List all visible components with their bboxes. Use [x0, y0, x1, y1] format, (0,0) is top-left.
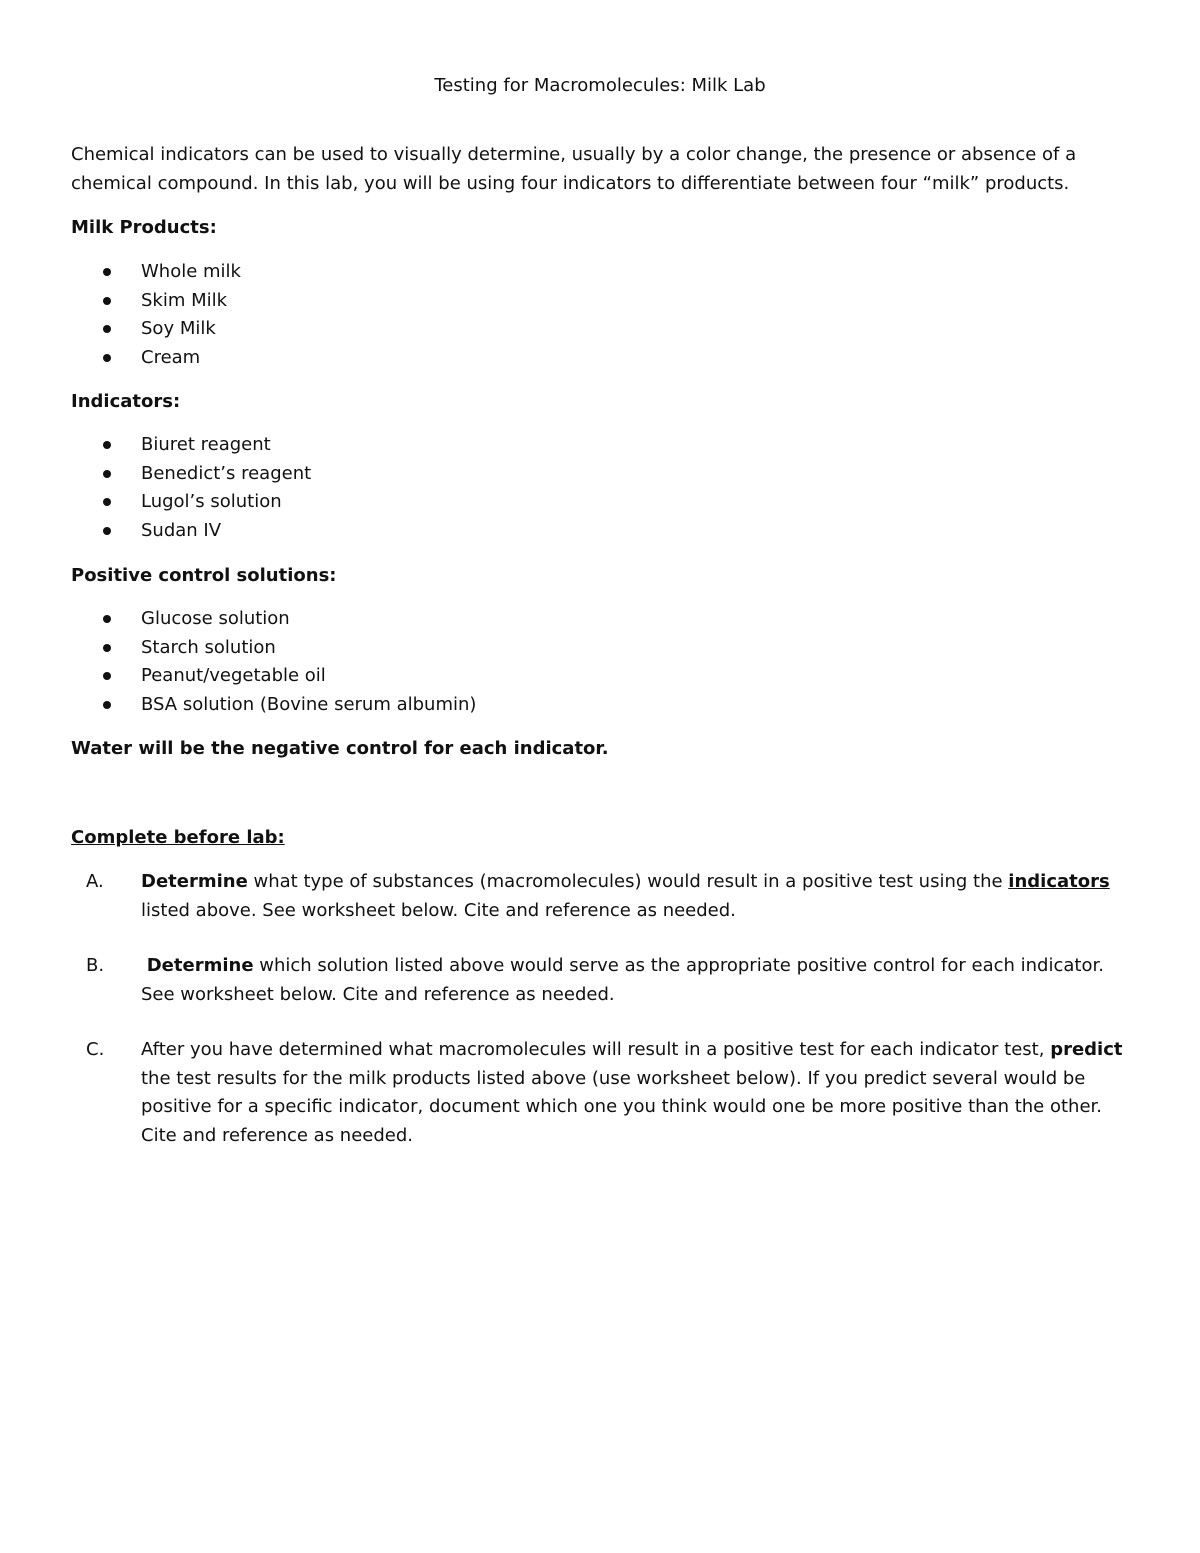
intro-paragraph: Chemical indicators can be used to visually determine, usually by a color change, the presence or absence of a chemical compound. In this lab, you will be using four indicators to differentiate between four “milk” products.: [71, 144, 1077, 194]
step-text: Determine which solution listed above would serve as the appropriate positive control for each indicator. See worksheet below. Cite and reference as needed.: [141, 955, 1104, 1005]
step-a: [0, 868, 1200, 925]
document-title: Testing for Macromolecules: Milk Lab: [434, 75, 766, 96]
negative-control-note: Water will be the negative control for each indicator.: [71, 738, 609, 759]
bullet-icon: [103, 297, 111, 305]
bullet-icon: [103, 441, 111, 449]
step-b: [0, 952, 1200, 1009]
bullet-icon: [103, 470, 111, 478]
bullet-icon: [103, 498, 111, 506]
complete-before-lab-heading: Complete before lab:: [71, 827, 285, 848]
step-letter: A.: [86, 871, 104, 892]
bullet-icon: [103, 672, 111, 680]
positive-controls-heading: Positive control solutions:: [71, 565, 337, 586]
steps-list: [0, 868, 1200, 1177]
bullet-icon: [103, 615, 111, 623]
bullet-icon: [103, 354, 111, 362]
bullet-icon: [103, 644, 111, 652]
bullet-icon: [103, 701, 111, 709]
step-text: After you have determined what macromolecules will result in a positive test for each indicator test, predict the test results for the milk products listed above (use worksheet below). If you predict several would be positive for a specific indicator, document which one you think would one be more positive than the other. Cite and reference as needed.: [141, 1039, 1123, 1146]
bullet-icon: [103, 268, 111, 276]
indicators-heading: Indicators:: [71, 391, 181, 412]
step-text: Determine what type of substances (macromolecules) would result in a positive test using the indicators listed above. See worksheet below. Cite and reference as needed.: [141, 871, 1110, 921]
document-page: Testing for Macromolecules: Milk Lab Chemical indicators can be used to visually determine, usually by a color change, the presence or absence of a chemical compound. In this lab, you will be using four indicators to differentiate between four “milk” products. Milk Products: Whole milk Skim Milk Soy Milk Cream Indicators: Biuret reagent Benedict’s reagent Lugol’s solution Sudan IV Positive control solutions: Glucose solution Starch solution Peanut/vegetable oil BSA solution (Bovine serum albumin) Water will be the negative control for each indicator. Complete before lab: A. Determine what type of substances (macromolecules) would result in a positive test using the indicators listed above. See worksheet below. Cite and reference as needed. B. Determine which solution listed above would serve as the appropriate positive control for each indicator. See worksheet below. Cite and reference as needed. C. After you have determined what macromolecules will result in a positive test for each indicator test, predict the test results for the milk products listed above (use worksheet below). If you predict several would be positive for a specific indicator, document which one you think would one be more positive than the other. Cite and reference as needed.: [0, 0, 1200, 1553]
step-letter: B.: [86, 955, 105, 976]
milk-products-heading: Milk Products:: [71, 217, 217, 238]
step-c: [0, 1036, 1200, 1150]
bullet-icon: [103, 325, 111, 333]
bullet-icon: [103, 527, 111, 535]
step-letter: C.: [86, 1039, 105, 1060]
